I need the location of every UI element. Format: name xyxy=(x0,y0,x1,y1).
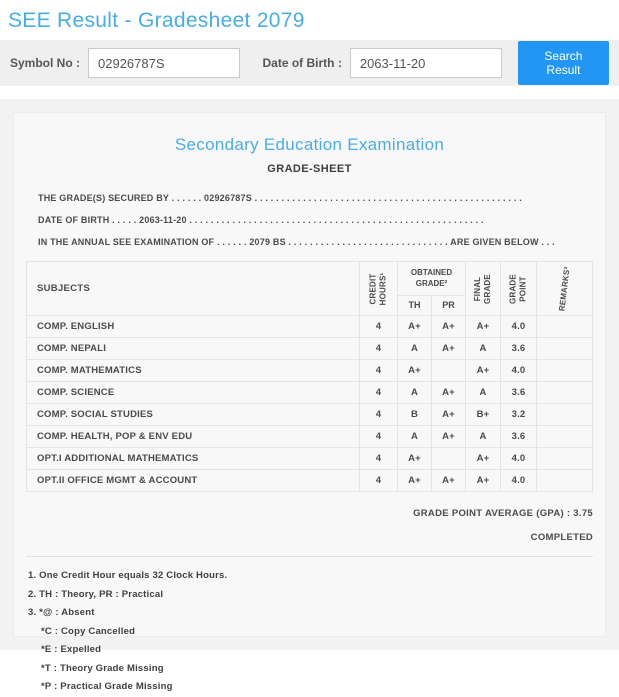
exam-title: Secondary Education Examination xyxy=(174,135,445,154)
credit-cell: 4 xyxy=(360,316,398,338)
subject-cell: COMP. HEALTH, POP & ENV EDU xyxy=(27,426,360,448)
page-title: SEE Result - Gradesheet 2079 xyxy=(8,9,305,32)
gradesheet-card xyxy=(13,112,606,692)
pr-grade-cell: A+ xyxy=(432,470,466,492)
credit-cell: 4 xyxy=(360,470,398,492)
remarks-header xyxy=(537,262,593,316)
final-grade-cell: A+ xyxy=(466,360,501,382)
grade-point-cell: 4.0 xyxy=(501,448,537,470)
examination-year-line: IN THE ANNUAL SEE EXAMINATION OF . . . . . . 2079 BS . . . . . . . . . . . . . . . . . . . . . . . . . . . . . . ARE GIVEN BELOW . . . xyxy=(38,237,555,247)
credit-cell: 4 xyxy=(360,426,398,448)
date-of-birth-label: Date of Birth : xyxy=(262,56,342,70)
grades-table xyxy=(26,261,593,492)
credit-cell: 4 xyxy=(360,448,398,470)
remarks-cell xyxy=(537,426,593,448)
subject-cell: COMP. MATHEMATICS xyxy=(27,360,360,382)
grade-sheet-title: GRADE-SHEET xyxy=(267,163,352,175)
note-line: *P : Practical Grade Missing xyxy=(41,681,173,692)
pr-grade-cell: A+ xyxy=(432,404,466,426)
search-form-bar xyxy=(0,40,619,86)
remarks-cell xyxy=(537,360,593,382)
subject-cell: OPT.II OFFICE MGMT & ACCOUNT xyxy=(27,470,360,492)
subjects-header: SUBJECTS xyxy=(27,262,360,316)
credit-cell: 4 xyxy=(360,382,398,404)
remarks-cell xyxy=(537,448,593,470)
gpa-summary: GRADE POINT AVERAGE (GPA) : 3.75 xyxy=(413,508,593,519)
grade-point-cell: 3.6 xyxy=(501,382,537,404)
table-header-row xyxy=(27,262,593,296)
note-line: *E : Expelled xyxy=(41,644,102,655)
th-grade-cell: A xyxy=(398,382,432,404)
final-grade-cell: A xyxy=(466,338,501,360)
th-grade-cell: A+ xyxy=(398,316,432,338)
final-grade-cell: A+ xyxy=(466,448,501,470)
grade-point-header xyxy=(501,262,537,316)
subject-cell: COMP. SOCIAL STUDIES xyxy=(27,404,360,426)
th-grade-cell: A+ xyxy=(398,470,432,492)
obtained-grade-header: OBTAINED GRADE² xyxy=(398,262,466,296)
pr-grade-cell: A+ xyxy=(432,382,466,404)
grade-point-header-label: GRADE POINT xyxy=(508,273,528,304)
table-row xyxy=(27,382,593,404)
pr-grade-cell: A+ xyxy=(432,426,466,448)
grade-point-cell: 4.0 xyxy=(501,470,537,492)
credit-cell: 4 xyxy=(360,338,398,360)
remarks-cell xyxy=(537,404,593,426)
pr-header: PR xyxy=(432,295,466,315)
remarks-cell xyxy=(537,316,593,338)
result-section xyxy=(0,99,619,692)
grade-point-cell: 3.6 xyxy=(501,338,537,360)
remarks-cell xyxy=(537,338,593,360)
note-line: *C : Copy Cancelled xyxy=(41,625,136,637)
remarks-cell xyxy=(537,382,593,404)
subject-cell: OPT.I ADDITIONAL MATHEMATICS xyxy=(27,448,360,470)
note-line: 1. One Credit Hour equals 32 Clock Hours. xyxy=(28,570,228,581)
note-line: *T : Theory Grade Missing xyxy=(41,662,164,674)
intro-lines xyxy=(26,187,593,253)
final-grade-header xyxy=(466,262,501,316)
pr-grade-cell xyxy=(432,448,466,470)
final-grade-cell: A+ xyxy=(466,470,501,492)
credit-cell: 4 xyxy=(360,360,398,382)
th-grade-cell: A+ xyxy=(398,360,432,382)
subject-cell: COMP. SCIENCE xyxy=(27,382,360,404)
table-row xyxy=(27,470,593,492)
th-grade-cell: A+ xyxy=(398,448,432,470)
subject-cell: COMP. NEPALI xyxy=(27,338,360,360)
note-line: 2. TH : Theory, PR : Practical xyxy=(28,588,164,600)
table-row xyxy=(27,404,593,426)
pr-grade-cell xyxy=(432,360,466,382)
credit-cell: 4 xyxy=(360,404,398,426)
table-row xyxy=(27,316,593,338)
search-result-button[interactable]: Search Result xyxy=(518,41,609,85)
table-row xyxy=(27,448,593,470)
final-grade-cell: A+ xyxy=(466,316,501,338)
grade-point-cell: 3.6 xyxy=(501,426,537,448)
credit-hours-header-label: CREDIT HOURS¹ xyxy=(368,272,388,305)
pr-grade-cell: A+ xyxy=(432,316,466,338)
footnotes xyxy=(26,556,593,697)
result-status: COMPLETED xyxy=(530,532,593,543)
final-grade-header-label: FINAL GRADE xyxy=(473,273,492,304)
final-grade-cell: A xyxy=(466,382,501,404)
subject-cell: COMP. ENGLISH xyxy=(27,316,360,338)
grade-point-cell: 3.2 xyxy=(501,404,537,426)
grade-point-cell: 4.0 xyxy=(501,360,537,382)
grade-point-cell: 4.0 xyxy=(501,316,537,338)
secured-by-line: THE GRADE(S) SECURED BY . . . . . . 02926787S . . . . . . . . . . . . . . . . . . . . . . . . . . . . . . . . . . . . . . . . . . . . . . . . . . xyxy=(38,193,522,203)
th-grade-cell: A xyxy=(398,426,432,448)
symbol-no-label: Symbol No : xyxy=(10,56,81,70)
date-of-birth-input[interactable] xyxy=(350,48,502,78)
credit-hours-header xyxy=(360,262,398,316)
symbol-no-input[interactable] xyxy=(88,48,240,78)
table-row xyxy=(27,426,593,448)
th-grade-cell: A xyxy=(398,338,432,360)
table-row xyxy=(27,338,593,360)
th-header: TH xyxy=(398,295,432,315)
table-row xyxy=(27,360,593,382)
remarks-header-label: REMARKS³ xyxy=(556,265,572,312)
remarks-cell xyxy=(537,470,593,492)
date-of-birth-line: DATE OF BIRTH . . . . . 2063-11-20 . . . . . . . . . . . . . . . . . . . . . . . . . . . . . . . . . . . . . . . . . . . . . . . . . . . . . . . xyxy=(38,215,484,225)
note-line: 3. *@ : Absent xyxy=(28,607,95,618)
th-grade-cell: B xyxy=(398,404,432,426)
pr-grade-cell: A+ xyxy=(432,338,466,360)
final-grade-cell: B+ xyxy=(466,404,501,426)
final-grade-cell: A xyxy=(466,426,501,448)
